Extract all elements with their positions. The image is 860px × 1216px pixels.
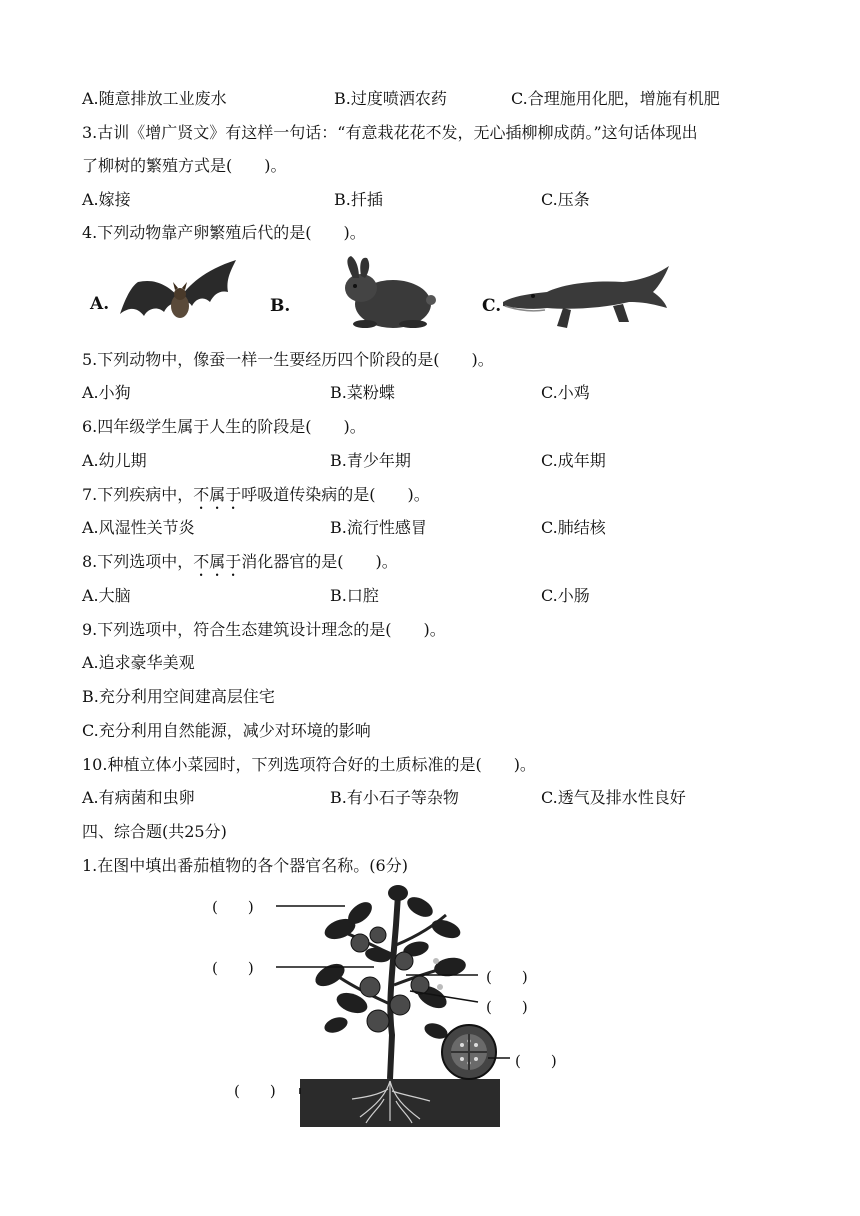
q8-option-a: A.大脑 (82, 586, 131, 605)
q8-option-c: C.小肠 (541, 586, 590, 605)
section4-title: 四、综合题(共25分) (82, 822, 227, 841)
q5-option-c: C.小鸡 (541, 383, 590, 402)
q10-option-c: C.透气及排水性良好 (541, 788, 686, 807)
q8-stem-pre: 8.下列选项中， (82, 552, 194, 571)
q8-emphasis: 不属于 (193, 552, 242, 571)
q6-option-a: A.幼儿期 (82, 451, 147, 470)
q7-option-c: C.肺结核 (541, 518, 606, 537)
q7-stem-post: 呼吸道传染病的是( )。 (241, 485, 430, 504)
q3-option-b: B.扦插 (334, 190, 383, 209)
q3-stem-line1: 3.古训《增广贤文》有这样一句话：“有意栽花花不发，无心插柳柳成荫。”这句话体现出 (82, 123, 698, 142)
q8-stem-post: 消化器官的是( )。 (241, 552, 398, 571)
q8-option-b: B.口腔 (330, 586, 379, 605)
q5-option-b: B.菜粉蝶 (330, 383, 395, 402)
q4-label-c: C. (482, 296, 502, 316)
blank-right-2[interactable]: ( ) (486, 998, 528, 1016)
s4q1-stem: 1.在图中填出番茄植物的各个器官名称。(6分) (82, 856, 408, 875)
q4-stem: 4.下列动物靠产卵繁殖后代的是( )。 (82, 223, 366, 242)
q5-stem: 5.下列动物中，像蚕一样一生要经历四个阶段的是( )。 (82, 350, 494, 369)
q4-label-a: A. (90, 294, 110, 314)
q7-option-b: B.流行性感冒 (330, 518, 427, 537)
q6-stem: 6.四年级学生属于人生的阶段是( )。 (82, 417, 366, 436)
q9-option-a: A.追求豪华美观 (82, 653, 195, 672)
blank-right-1[interactable]: ( ) (486, 968, 528, 986)
q2-option-a: A.随意排放工业废水 (82, 89, 227, 108)
q10-option-a: A.有病菌和虫卵 (82, 788, 195, 807)
q3-option-a: A.嫁接 (82, 190, 131, 209)
q7-stem-pre: 7.下列疾病中， (82, 485, 194, 504)
q7-option-a: A.风湿性关节炎 (82, 518, 195, 537)
q9-stem: 9.下列选项中，符合生态建筑设计理念的是( )。 (82, 620, 446, 639)
q5-option-a: A.小狗 (82, 383, 131, 402)
q10-stem: 10.种植立体小菜园时，下列选项符合好的土质标准的是( )。 (82, 755, 536, 774)
q2-option-b: B.过度喷洒农药 (334, 89, 447, 108)
blank-right-3[interactable]: ( ) (515, 1052, 557, 1070)
q4-label-b: B. (270, 296, 291, 316)
blank-mid-left[interactable]: ( ) (212, 959, 254, 977)
q3-option-c: C.压条 (541, 190, 590, 209)
q6-option-b: B.青少年期 (330, 451, 411, 470)
q9-option-b: B.充分利用空间建高层住宅 (82, 687, 275, 706)
q3-stem-line2: 了柳树的繁殖方式是( )。 (82, 156, 287, 175)
blank-top-left[interactable]: ( ) (212, 898, 254, 916)
q9-option-c: C.充分利用自然能源，减少对环境的影响 (82, 721, 371, 740)
blank-bottom-left[interactable]: ( ) (234, 1082, 276, 1100)
q2-option-c: C.合理施用化肥，增施有机肥 (511, 89, 720, 108)
q7-emphasis: 不属于 (193, 485, 242, 504)
q10-option-b: B.有小石子等杂物 (330, 788, 459, 807)
q6-option-c: C.成年期 (541, 451, 606, 470)
